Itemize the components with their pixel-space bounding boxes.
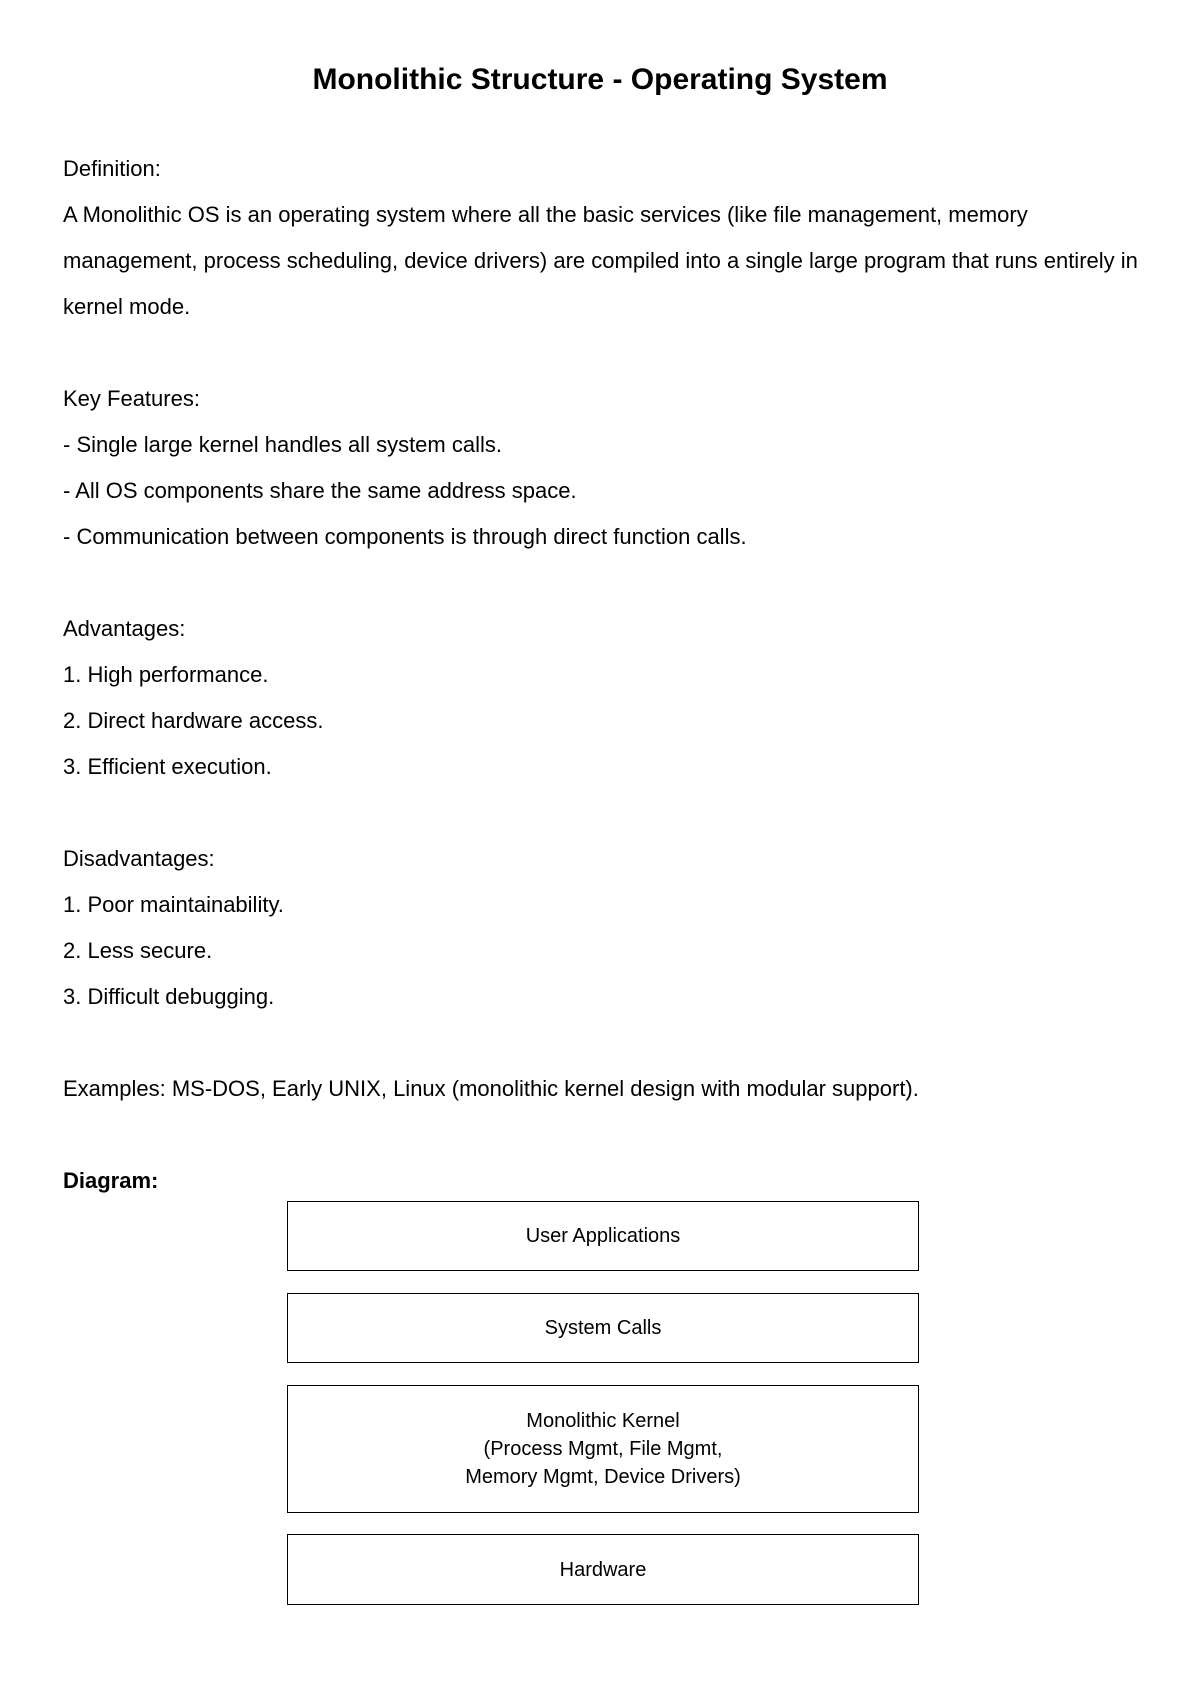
document-body: [63, 146, 1153, 1204]
definition-text: A Monolithic OS is an operating system where all the basic services (like file management, memory management, process scheduling, device drivers) are compiled into a single large program that runs entirely in kernel mode.: [63, 202, 1138, 319]
disadvantage-item: 3. Difficult debugging.: [63, 984, 275, 1009]
diagram-heading: Diagram:: [63, 1168, 159, 1193]
advantage-item: 1. High performance.: [63, 662, 269, 687]
spacer: [63, 1020, 1153, 1066]
spacer: [63, 1112, 1153, 1158]
page-title: Monolithic Structure - Operating System: [312, 63, 888, 96]
key-feature-item: - Single large kernel handles all system calls.: [63, 432, 502, 457]
advantage-item: 3. Efficient execution.: [63, 754, 272, 779]
key-feature-item: - Communication between components is through direct function calls.: [63, 524, 747, 549]
key-features-heading: Key Features:: [63, 386, 200, 411]
diagram-layer-label: User Applications: [525, 1225, 681, 1247]
diagram-layer-label: Monolithic Kernel (Process Mgmt, File Mgmt, Memory Mgmt, Device Drivers): [465, 1410, 741, 1488]
definition-heading: Definition:: [63, 156, 161, 181]
advantage-item: 2. Direct hardware access.: [63, 708, 324, 733]
spacer: [63, 560, 1153, 606]
spacer: [63, 330, 1153, 376]
advantages-heading: Advantages:: [63, 616, 186, 641]
disadvantage-item: 1. Poor maintainability.: [63, 892, 284, 917]
diagram-layer-system-calls: [287, 1293, 919, 1363]
diagram-layer-user-applications: [287, 1201, 919, 1271]
diagram-layer-monolithic-kernel: [287, 1385, 919, 1513]
spacer: [63, 790, 1153, 836]
diagram-layer-label: System Calls: [544, 1317, 662, 1339]
diagram-layer-hardware: [287, 1534, 919, 1605]
key-feature-item: - All OS components share the same address space.: [63, 478, 577, 503]
diagram-layer-label: Hardware: [559, 1558, 647, 1581]
examples-text: Examples: MS-DOS, Early UNIX, Linux (monolithic kernel design with modular support).: [63, 1076, 919, 1101]
disadvantage-item: 2. Less secure.: [63, 938, 213, 963]
disadvantages-heading: Disadvantages:: [63, 846, 215, 871]
